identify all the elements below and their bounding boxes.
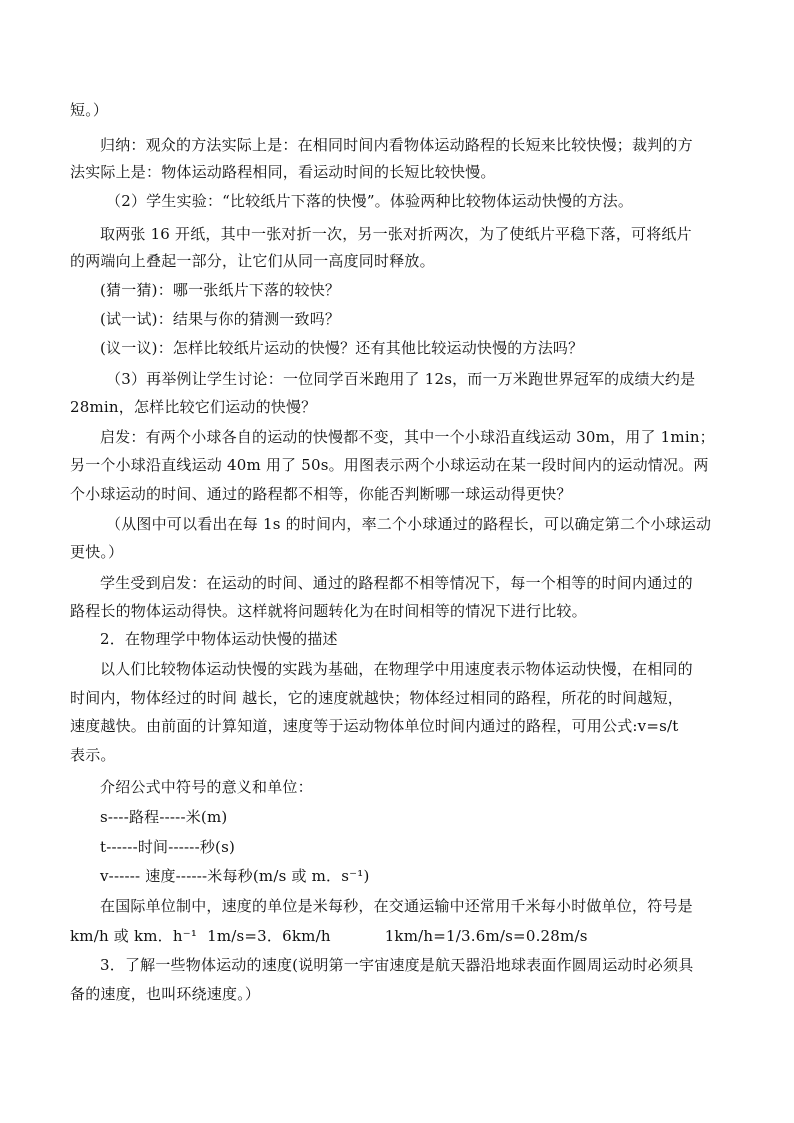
text-line: 取两张 16 开纸，其中一张对折一次，另一张对折两次，为了使纸片平稳下落，可将纸片 [100, 225, 692, 243]
text-line: 法实际上是：物体运动路程相同，看运动时间的长短比较快慢。 [70, 163, 496, 181]
section-heading: 2．在物理学中物体运动快慢的描述 [100, 630, 338, 648]
text-line: (猜一猜)：哪一张纸片下落的较快？ [100, 281, 341, 299]
conversion-1: 1m/s=3．6km/h [207, 927, 331, 945]
formula-line: t------时间------秒(s) [100, 838, 236, 856]
text-line: 28min，怎样比较它们运动的快慢？ [70, 398, 317, 416]
text-line: （3）再举例让学生讨论：一位同学百米跑用了 12s，而一万米跑世界冠军的成绩大约是 [106, 370, 696, 388]
text-line: 速度越快。由前面的计算知道，速度等于运动物体单位时间内通过的路程，可用公式:v=s/t [70, 717, 679, 735]
text-line: 短。） [70, 101, 109, 119]
formula-line: v------ 速度------米每秒(m/s 或 m．s⁻¹) [100, 867, 370, 885]
formula-line: s----路程-----米(m) [100, 808, 228, 826]
text-line: （2）学生实验：“比较纸片下落的快慢”。体验两种比较物体运动快慢的方法。 [106, 192, 634, 210]
text-line: (议一议)：怎样比较纸片运动的快慢？还有其他比较运动快慢的方法吗？ [100, 339, 584, 357]
text-line: 介绍公式中符号的意义和单位： [100, 778, 313, 796]
formula-line [70, 926, 588, 946]
text-line: 学生受到启发：在运动的时间、通过的路程都不相等情况下，每一个相等的时间内通过的 [100, 574, 693, 592]
text-line: 的两端向上叠起一部分，让它们从同一高度同时释放。 [70, 252, 435, 270]
text-line: 备的速度，也叫环绕速度。） [70, 985, 261, 1003]
text-line: 另一个小球沿直线运动 40m 用了 50s。用图表示两个小球运动在某一段时间内的运动情况。两 [70, 456, 709, 474]
text-line: 个小球运动的时间、通过的路程都不相等，你能否判断哪一球运动得更快？ [70, 485, 572, 503]
text-line: 启发：有两个小球各自的运动的快慢都不变，其中一个小球沿直线运动 30m，用了 1min； [100, 428, 715, 446]
text-line: 表示。 [70, 746, 116, 764]
conversion-2: 1km/h=1/3.6m/s=0.28m/s [384, 927, 588, 945]
text-line: （从图中可以看出在每 1s 的时间内，率二个小球通过的路程长，可以确定第二个小球运动 [106, 515, 712, 533]
section-heading: 3．了解一些物体运动的速度(说明第一宇宙速度是航天器沿地球表面作圆周运动时必须具 [100, 956, 694, 974]
text-line: 在国际单位制中，速度的单位是米每秒，在交通运输中还常用千米每小时做单位，符号是 [100, 897, 693, 915]
text-line: 以人们比较物体运动快慢的实践为基础，在物理学中用速度表示物体运动快慢，在相同的 [100, 660, 693, 678]
text-line: 路程长的物体运动得快。这样就将问题转化为在时间相等的情况下进行比较。 [70, 602, 587, 620]
text-line: 归纳：观众的方法实际上是：在相同时间内看物体运动路程的长短来比较快慢；裁判的方 [100, 136, 693, 154]
text-line: 更快。） [70, 543, 124, 561]
text-line: (试一试)：结果与你的猜测一致吗？ [100, 310, 341, 328]
text-line: 时间内，物体经过的时间 越长，它的速度就越快；物体经过相同的路程，所花的时间越短， [70, 689, 683, 707]
unit-notation: km/h 或 km．h⁻¹ [70, 927, 198, 945]
